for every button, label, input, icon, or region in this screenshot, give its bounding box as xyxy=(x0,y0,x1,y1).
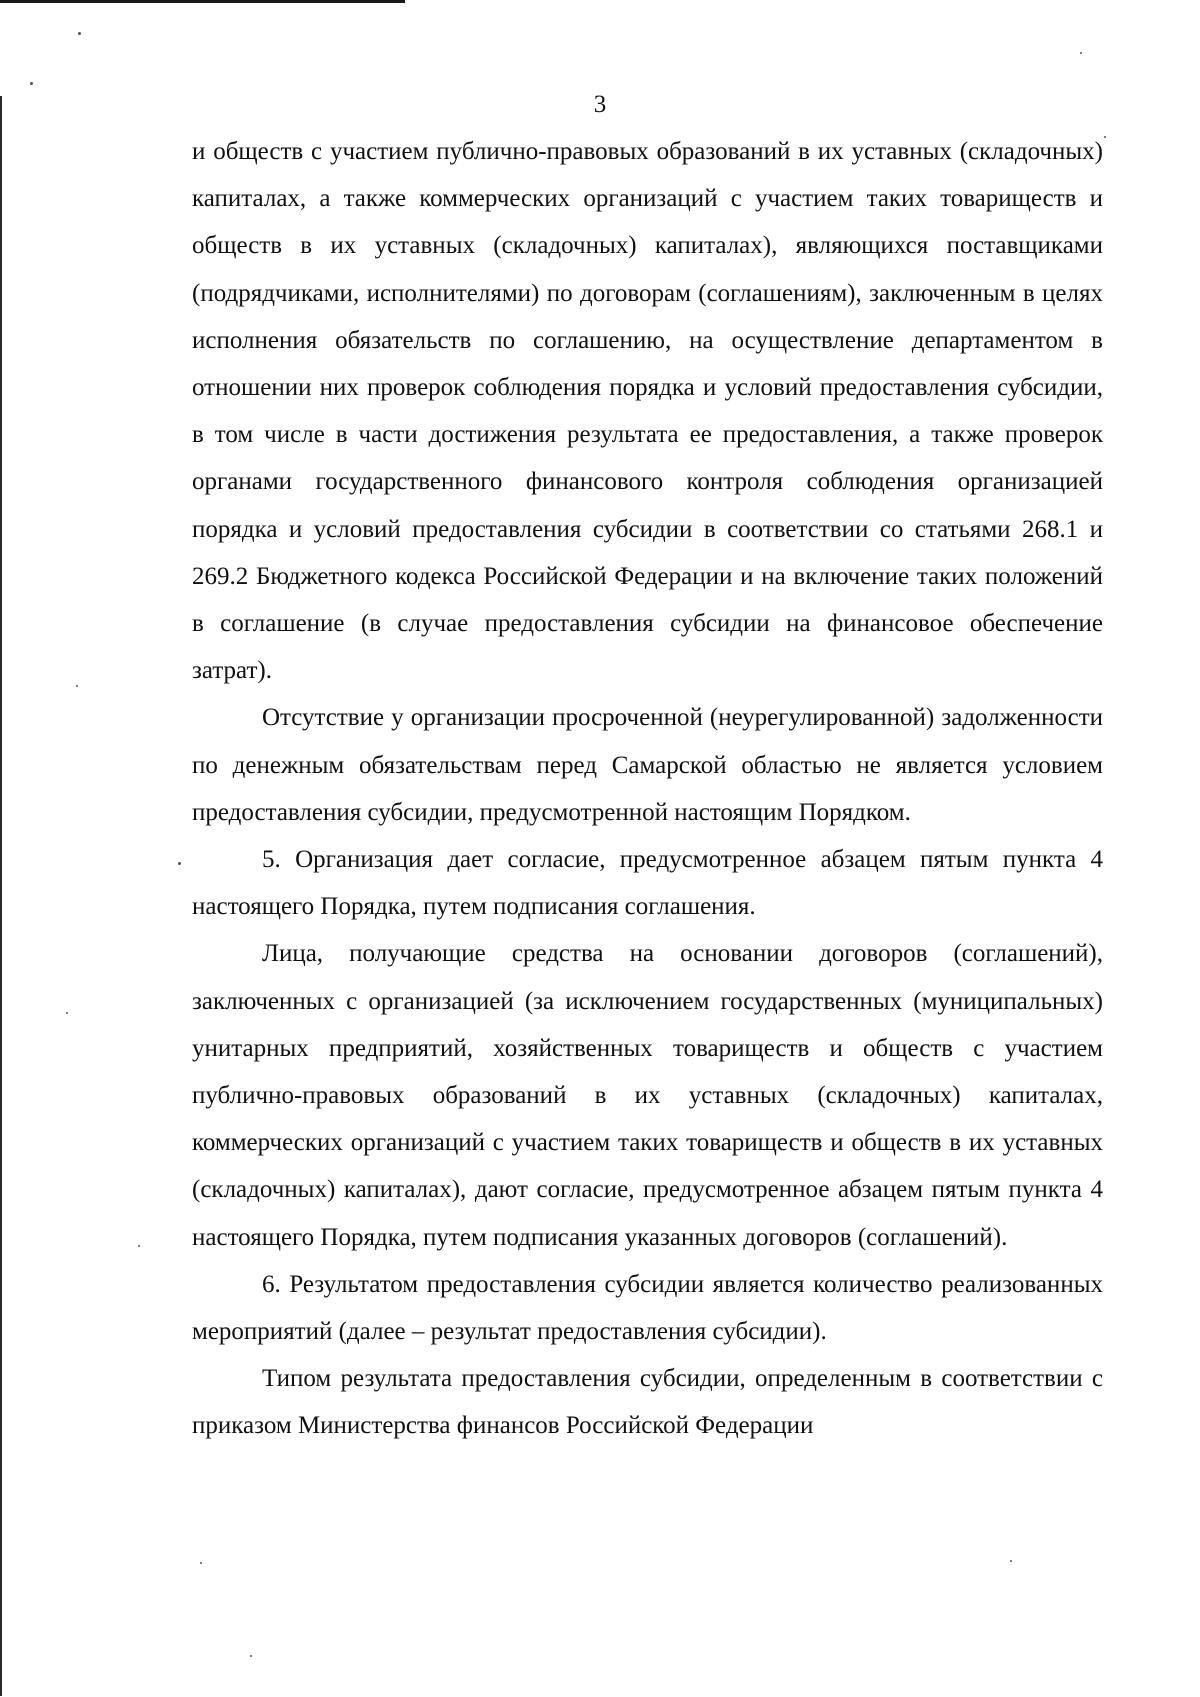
page-number: 3 xyxy=(593,91,607,118)
scan-edge-top xyxy=(0,0,405,3)
scan-speck xyxy=(66,1012,68,1014)
scan-edge-left xyxy=(0,96,2,1696)
scan-speck xyxy=(138,1245,140,1247)
paragraph-recipients: Лица, получающие средства на основании договоров (соглашений), заключенных с организацией (за исключением государственных (муниципальных) унитарных предприятий, хозяйственных товариществ и обществ с участием публично-правовых образований в их уставных (складочных) капиталах, коммерческих организаций с участием таких товариществ и обществ в их уставных (складочных) капиталах), дают согласие, предусмотренное абзацем пятым пункта 4 настоящего Порядка, путем подписания указанных договоров (соглашений). xyxy=(192,940,1103,1251)
scan-speck xyxy=(30,82,33,85)
scan-speck xyxy=(1104,136,1106,138)
scan-speck xyxy=(178,862,181,865)
scan-speck xyxy=(200,1562,202,1564)
document-body xyxy=(192,128,1103,1450)
paragraph-item-6: 6. Результатом предоставления субсидии является количество реализованных мероприятий (далее – результат предоставления субсидии). xyxy=(192,1270,1103,1346)
paragraph-debt: Отсутствие у организации просроченной (неурегулированной) задолженности по денежным обязательствам перед Самарской областью не является условием предоставления субсидии, предусмотренной настоящим Порядком. xyxy=(192,704,1103,826)
paragraph-item-5: 5. Организация дает согласие, предусмотренное абзацем пятым пункта 4 настоящего Порядка, путем подписания соглашения. xyxy=(192,846,1103,921)
paragraph-continuation: и обществ с участием публично-правовых образований в их уставных (складочных) капиталах, а также коммерческих организаций с участием таких товариществ и обществ в их уставных (складочных) капиталах), являющихся поставщиками (подрядчиками, исполнителями) по договорам (соглашениям), заключенным в целях исполнения обязательств по соглашению, на осуществление департаментом в отношении них проверок соблюдения порядка и условий предоставления субсидии, в том числе в части достижения результата ее предоставления, а также проверок органами государственного финансового контроля соблюдения организацией порядка и условий предоставления субсидии в соответствии со статьями 268.1 и 269.2 Бюджетного кодекса Российской Федерации и на включение таких положений в соглашение (в случае предоставления субсидии на финансовое обеспечение затрат). xyxy=(192,138,1103,685)
scan-speck xyxy=(1010,1560,1012,1562)
scan-speck xyxy=(1080,52,1082,54)
scan-speck xyxy=(78,32,81,35)
scan-speck xyxy=(76,685,78,687)
paragraph-result-type: Типом результата предоставления субсидии, определенным в соответствии с приказом Министерства финансов Российской Федерации xyxy=(192,1365,1103,1440)
scan-speck xyxy=(250,1655,252,1657)
